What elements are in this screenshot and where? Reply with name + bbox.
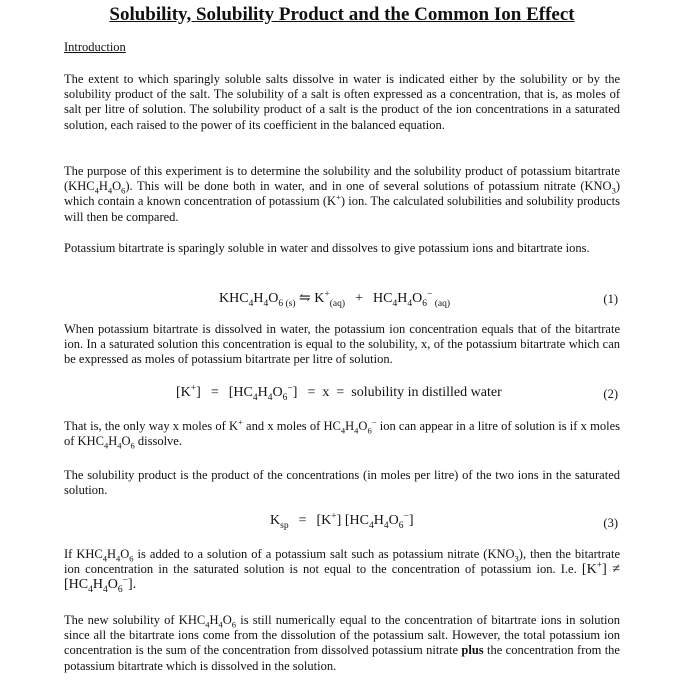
- page-title: Solubility, Solubility Product and the Common Ion Effect: [109, 4, 575, 25]
- paragraph-new-solubility: The new solubility of $KHC_4H_4O_6$ is still numerically equal to the concentration of bitartrate ions in solution since all the bitartrate ions come from the dissolution of the potassium salt. However, the total potassium ion concentration is the sum of the concentration from dissolved potassium nitrate plus the concentration from the potassium bitartrate which is dissolved in the solution.: [64, 613, 620, 673]
- paragraph-purpose: The purpose of this experiment is to determine the solubility and the solubility product of potassium bitartrate $(KHC_4H_4O_6)$. This will be done both in water, and in one of several solutions of potassium nitrate $(KNO_3)$ which contain a known concentration of potassium (K+) ion. The calculated solubilities and solubility products will then be compared.: [64, 164, 620, 224]
- equation-number-1: (1): [603, 292, 618, 306]
- equation-number-3: (3): [603, 516, 618, 530]
- equation-1: $KHC_4H_4O_6$ $_{(s)}$ ⇋ $K^+_{(aq)} + HC_4H_4O_6^-$ $_{(aq)}$: [219, 289, 451, 309]
- equation-2: $[K^+] = [HC_4H_4O_6^-] = x$ = solubility in distilled water: [176, 383, 502, 403]
- paragraph-common-ion: If $KHC_4H_4O_6$ is added to a solution of a potassium salt such as potassium nitrate $(KNO_3)$, then the bitartrate ion concentration in the saturated solution is not equal to the concentration of potassium ion. I.e. $[K^+] \ne [HC_4H_4O_6^-]$.: [64, 547, 620, 596]
- paragraph-dissolution: Potassium bitartrate is sparingly soluble in water and dissolves to give potassium ions and bitartrate ions.: [64, 241, 590, 255]
- equation-3: $K_{sp} = [K^+]$ $[HC_4H_4O_6^-]$: [270, 511, 414, 531]
- paragraph-solubility-product: The solubility product is the product of the concentrations (in moles per litre) of the two ions in the saturated solution.: [64, 468, 620, 498]
- paragraph-intro: The extent to which sparingly soluble salts dissolve in water is indicated either by the solubility or by the solubility product of the salt. The solubility of a salt is often expressed as a concentration, that is, as moles of salt per litre of solution. The solubility product of a salt is the product of the ion concentrations in a saturated solution, each raised to the power of its coefficient in the balanced equation.: [64, 72, 620, 132]
- paragraph-moles: That is, the only way x moles of K+ and x moles of $HC_4H_4O_6^-$ ion can appear in a litre of solution is if x moles of $KHC_4H_4O_6$ dissolve.: [64, 416, 620, 451]
- equilibrium-arrow: ⇋: [299, 291, 311, 306]
- section-heading: Introduction: [64, 40, 126, 54]
- paragraph-concentration: When potassium bitartrate is dissolved in water, the potassium ion concentration equals that of the bitartrate ion. In a saturated solution this concentration is equal to the solubility, x, of the potassium bitartrate which can be expressed as moles of potassium bitartrate per litre of solution.: [64, 322, 620, 367]
- equation-number-2: (2): [603, 387, 618, 401]
